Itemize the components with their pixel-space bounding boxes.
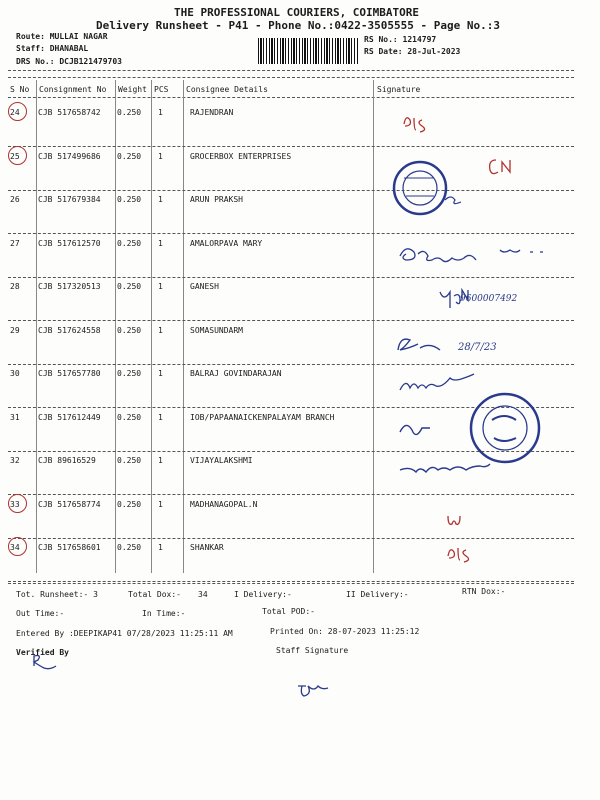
total-pod: Total POD:- xyxy=(262,607,315,616)
row-weight: 0.250 xyxy=(117,412,142,422)
row-consignment: CJB 517499686 xyxy=(38,151,101,161)
row-consignee: BALRAJ GOVINDARAJAN xyxy=(190,369,282,378)
row-consignee: GANESH xyxy=(190,282,219,291)
row-sno: 32 xyxy=(10,456,20,465)
row-consignee: IOB/PAPAANAICKENPALAYAM BRANCH xyxy=(190,412,335,422)
verified-by: Verified By xyxy=(16,648,69,657)
row-consignment: CJB 517658774 xyxy=(38,499,101,509)
row-consignment: CJB 517658601 xyxy=(38,543,101,552)
row-sno: 27 xyxy=(10,238,20,248)
row-sno: 24 xyxy=(10,108,20,117)
row-sno: 33 xyxy=(10,499,20,509)
staff-label: Staff: DHANABAL xyxy=(16,44,89,53)
row-pcs: 1 xyxy=(158,456,163,465)
col-sno: S No xyxy=(10,85,30,94)
col-signature: Signature xyxy=(377,85,421,94)
row-consignee: SOMASUNDARM xyxy=(190,325,243,335)
rs-date: RS Date: 28-Jul-2023 xyxy=(364,47,461,56)
row-weight: 0.250 xyxy=(117,325,142,335)
printed-on: Printed On: 28-07-2023 11:25:12 xyxy=(270,627,420,636)
row-pcs: 1 xyxy=(158,238,163,248)
divider xyxy=(8,583,574,584)
row-weight: 0.250 xyxy=(117,108,142,117)
out-time: Out Time:- xyxy=(16,609,65,618)
row-pcs: 1 xyxy=(158,282,163,291)
runsheet-subtitle: Delivery Runsheet - P41 - Phone No.:0422-3505555 - Page No.:3 xyxy=(96,19,500,32)
row-pcs: 1 xyxy=(158,195,163,204)
company-title: THE PROFESSIONAL COURIERS, COIMBATORE xyxy=(174,6,420,19)
staff-signature-label: Staff Signature xyxy=(276,646,349,655)
row-pcs: 1 xyxy=(158,412,163,422)
row-weight: 0.250 xyxy=(117,238,142,248)
handwritten-phone: 9600007492 xyxy=(460,294,518,304)
entered-by: Entered By :DEEPIKAP41 07/28/2023 11:25:11 AM xyxy=(16,629,233,638)
row-weight: 0.250 xyxy=(117,369,142,378)
row-consignee: AMALORPAVA MARY xyxy=(190,238,263,248)
row-consignment: CJB 517657780 xyxy=(38,369,101,378)
row-consignment: CJB 517624558 xyxy=(38,325,101,335)
i-delivery: I Delivery:- xyxy=(234,590,292,599)
row-sno: 34 xyxy=(10,543,20,552)
total-dox-value: 34 xyxy=(198,590,208,599)
row-sno: 25 xyxy=(10,151,20,161)
row-sno: 28 xyxy=(10,282,20,291)
row-consignee: ARUN PRAKSH xyxy=(190,195,243,204)
row-pcs: 1 xyxy=(158,108,163,117)
row-consignee: MADHANAGOPAL.N xyxy=(190,499,258,509)
drs-number: DRS No.: DCJB121479703 xyxy=(16,57,122,66)
row-sno: 31 xyxy=(10,412,20,422)
row-weight: 0.250 xyxy=(117,195,142,204)
col-consignment: Consignment No xyxy=(39,85,107,94)
rs-number: RS No.: 1214797 xyxy=(364,35,437,44)
row-pcs: 1 xyxy=(158,499,163,509)
handwritten-date: 28/7/23 xyxy=(458,342,497,353)
handwritten-note xyxy=(476,158,477,159)
row-consignment: CJB 517320513 xyxy=(38,282,101,291)
row-weight: 0.250 xyxy=(117,456,142,465)
row-consignee: RAJENDRAN xyxy=(190,108,234,117)
route-label: Route: MULLAI NAGAR xyxy=(16,32,108,41)
row-consignment: CJB 517658742 xyxy=(38,108,101,117)
row-consignee: VIJAYALAKSHMI xyxy=(190,456,253,465)
col-consignee: Consignee Details xyxy=(186,85,268,94)
row-pcs: 1 xyxy=(158,369,163,378)
row-weight: 0.250 xyxy=(117,499,142,509)
in-time: In Time:- xyxy=(142,609,186,618)
ii-delivery: II Delivery:- xyxy=(346,590,409,599)
row-pcs: 1 xyxy=(158,543,163,552)
row-sno: 29 xyxy=(10,325,20,335)
row-consignee: SHANKAR xyxy=(190,543,224,552)
rtn-dox: RTN Dox:- xyxy=(462,587,506,596)
row-pcs: 1 xyxy=(158,325,163,335)
tot-runsheet: Tot. Runsheet:- 3 xyxy=(16,590,98,599)
row-consignment: CJB 517612449 xyxy=(38,412,101,422)
row-weight: 0.250 xyxy=(117,543,142,552)
row-pcs: 1 xyxy=(158,151,163,161)
row-consignment: CJB 517612570 xyxy=(38,238,101,248)
col-weight: Weight xyxy=(118,85,147,94)
row-sno: 26 xyxy=(10,195,20,204)
row-consignment: CJB 89616529 xyxy=(38,456,96,465)
row-weight: 0.250 xyxy=(117,151,142,161)
row-sno: 30 xyxy=(10,369,20,378)
row-weight: 0.250 xyxy=(117,282,142,291)
row-consignee: GROCERBOX ENTERPRISES xyxy=(190,151,292,161)
total-dox-label: Total Dox:- xyxy=(128,590,181,599)
col-pcs: PCS xyxy=(154,85,169,94)
row-consignment: CJB 517679384 xyxy=(38,195,101,204)
